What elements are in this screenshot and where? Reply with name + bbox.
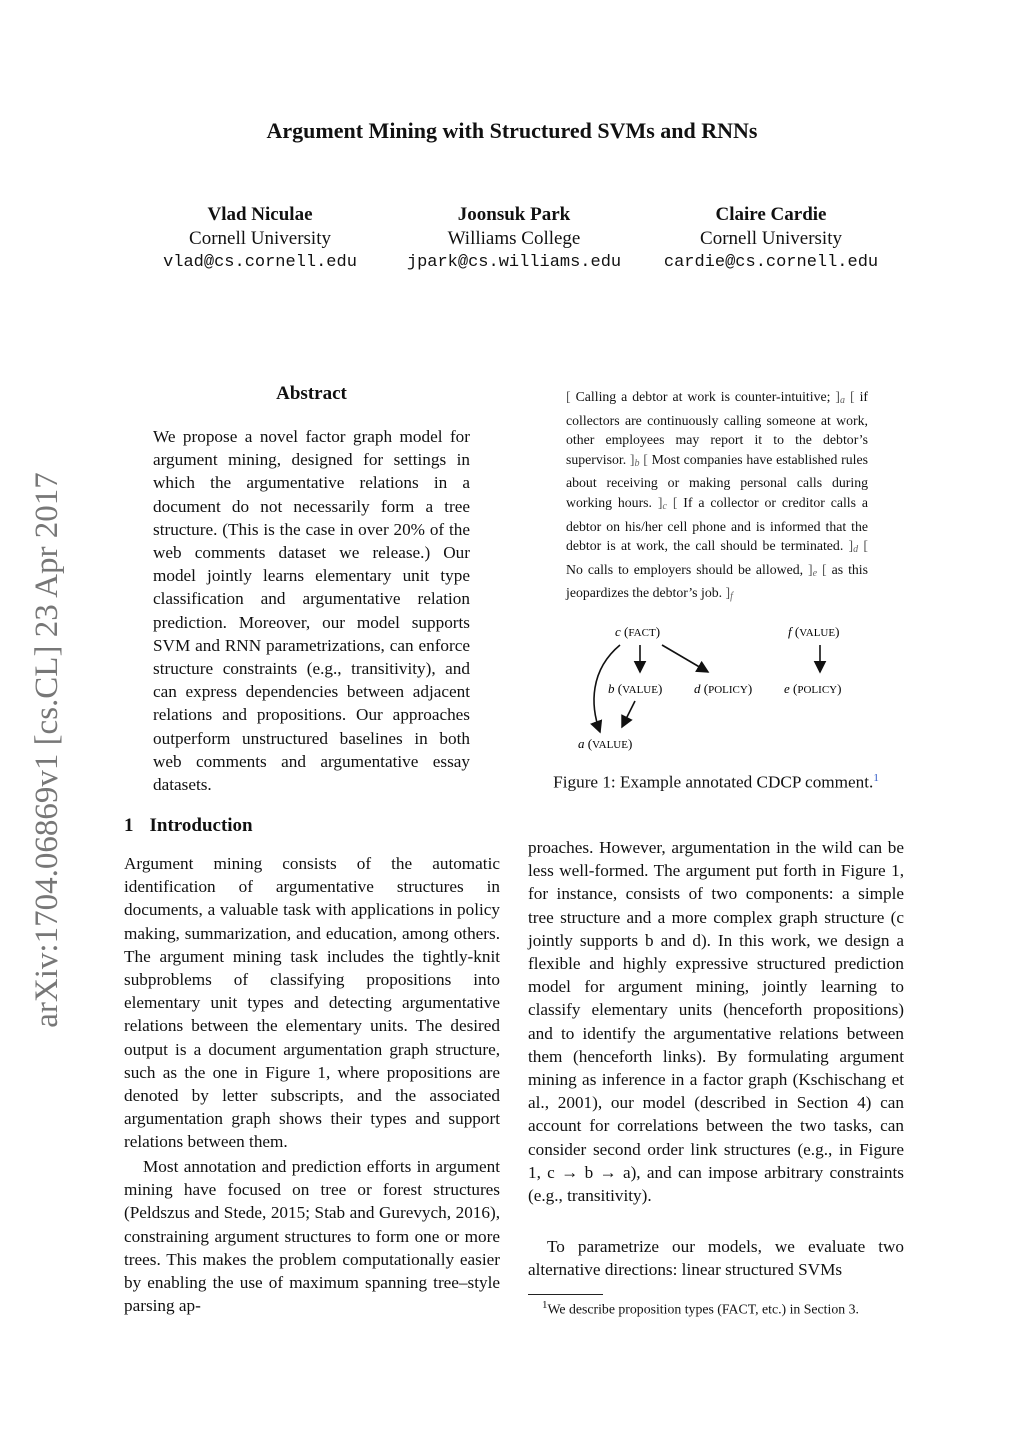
comment-segment: Calling a debtor at work is counter-intuitive; [575, 389, 831, 404]
graph-node: d (POLICY) [694, 681, 753, 696]
graph-node: c (FACT) [615, 624, 661, 639]
argument-graph-figure [560, 615, 880, 760]
author-affiliation: Cornell University [189, 228, 331, 249]
comment-segment: if collectors are continuously calling someone at work, other employees may report it to the debtor’s supervisor. [566, 389, 869, 467]
abstract-heading: Abstract [276, 383, 347, 404]
author-block [621, 203, 921, 275]
segment-label: a [840, 395, 846, 406]
comment-segment: as this jeopardizes the debtor’s job. [566, 561, 868, 601]
paper-title: Argument Mining with Structured SVMs and RNNs [266, 118, 758, 143]
author-name: Claire Cardie [715, 204, 827, 225]
example-comment: [ Calling a debtor at work is counter-intuitive; ]$_a$ [ if collectors are continuously calling someone at work, other employees may report it to the debtor’s supervisor. ]$_b$ [ Most companies have established rules about receiving or making personal calls during working hours. ]$_c$ [ If a collector or creditor calls a debtor on his/her cell phone and is informed that the debtor is at work, the call should be terminated. ]$_d$ [ No calls to employers should be allowed, ]$_e$ [ as this jeopardizes the debtor’s job. ]$_f$ [566, 389, 869, 603]
footnote-divider [528, 1294, 603, 1295]
graph-node: f (VALUE) [788, 624, 840, 639]
abstract-body: We propose a novel factor graph model for argument mining, designed for settings in which the argumentative relations in a document do not necessarily form a tree structure. (This is the case in over 20% of the web comments dataset we release.) Our model jointly learns elementary unit type classification and argumentative relation prediction. Moreover, our model supports SVM and RNN parametrizations, can enforce structure constraints (e.g., transitivity), and can express dependencies between adjacent relations and propositions. Our approaches outperform unstructured baselines in both web comments and argumentative essay datasets. [153, 427, 470, 795]
caption-text: Figure 1: Example annotated CDCP comment. [553, 772, 874, 792]
arxiv-stamp: arXiv:1704.06869v1 [cs.CL] 23 Apr 2017 [29, 472, 65, 1028]
right-paragraph-1: proaches. However, argumentation in the wild can be less well-formed. The argument put forth in Figure 1, for instance, consists of two components: a simple tree structure and a more complex graph structure (c jointly supports b and d). In this work, we design a flexible and highly expressive structured prediction model for argument mining, jointly learning to classify elementary units (henceforth propositions) and to identify the argumentative relations between them (henceforth links). By formulating argument mining as inference in a factor graph (Kschischang et al., 2001), our model (described in Section 4) can account for correlations between the two tasks, can consider second order link structures (e.g., in Figure 1, c → b → a), and can impose arbitrary constraints (e.g., transitivity). [528, 838, 904, 1206]
right-paragraph-2: To parametrize our models, we evaluate two alternative directions: linear structured SVMs [528, 1237, 904, 1280]
figure-caption [528, 772, 904, 793]
author-block [364, 203, 664, 275]
intro-paragraph-1: Argument mining consists of the automatic identification of argumentative structures in documents, a valuable task with applications in policy making, summarization, and education, among others. The argument mining task includes the tightly-knit subproblems of classifying propositions into elementary unit types and detecting argumentative relations between the elementary units. The desired output is a document argumentation graph structure, such as the one in Figure 1, where propositions are denoted by letter subscripts, and the associated argumentation graph shows their types and support relations between them. [124, 854, 500, 1152]
author-name: Joonsuk Park [457, 204, 571, 225]
author-email: jpark@cs.williams.edu [406, 253, 622, 272]
footnote-number: 1 [542, 1299, 548, 1311]
section-number: 1 [124, 815, 134, 836]
comment-segment: Most companies have established rules about receiving or making personal calls during working hours. [566, 451, 869, 510]
segment-label: f [730, 591, 733, 603]
footnote [542, 1299, 904, 1318]
section-title: Introduction [149, 815, 253, 836]
segment-label: c [662, 500, 667, 512]
segment-label: b [634, 457, 640, 469]
graph-node: a (VALUE) [578, 736, 633, 751]
segment-label: e [812, 567, 818, 579]
author-affiliation: Williams College [447, 228, 581, 249]
intro-paragraph-2: Most annotation and prediction efforts in argument mining have focused on tree or forest structures (Peldszus and Stede, 2015; Stab and Gurevych, 2016), constraining argument structures to form one or more trees. This makes the problem computationally easier by enabling the use of maximum spanning tree–style parsing ap- [124, 1157, 500, 1316]
author-email: cardie@cs.cornell.edu [663, 253, 879, 272]
footnote-text: We describe proposition types (FACT, etc.) in Section 3. [547, 1301, 859, 1317]
author-email: vlad@cs.cornell.edu [163, 253, 357, 272]
comment-segment: If a collector or creditor calls a debtor on his/her cell phone and is informed that the debtor is at work, the call should be terminated. [566, 494, 868, 554]
edge-c-d [662, 645, 708, 672]
graph-node: b (VALUE) [608, 681, 663, 696]
section-heading-introduction [124, 815, 253, 837]
footnote-marker[interactable]: 1 [873, 772, 879, 784]
edge-b-a [622, 701, 635, 727]
author-affiliation: Cornell University [700, 228, 842, 249]
segment-label: d [853, 544, 859, 556]
graph-node: e (POLICY) [784, 681, 842, 696]
author-name: Vlad Niculae [207, 204, 313, 225]
comment-segment: No calls to employers should be allowed, [566, 561, 804, 577]
